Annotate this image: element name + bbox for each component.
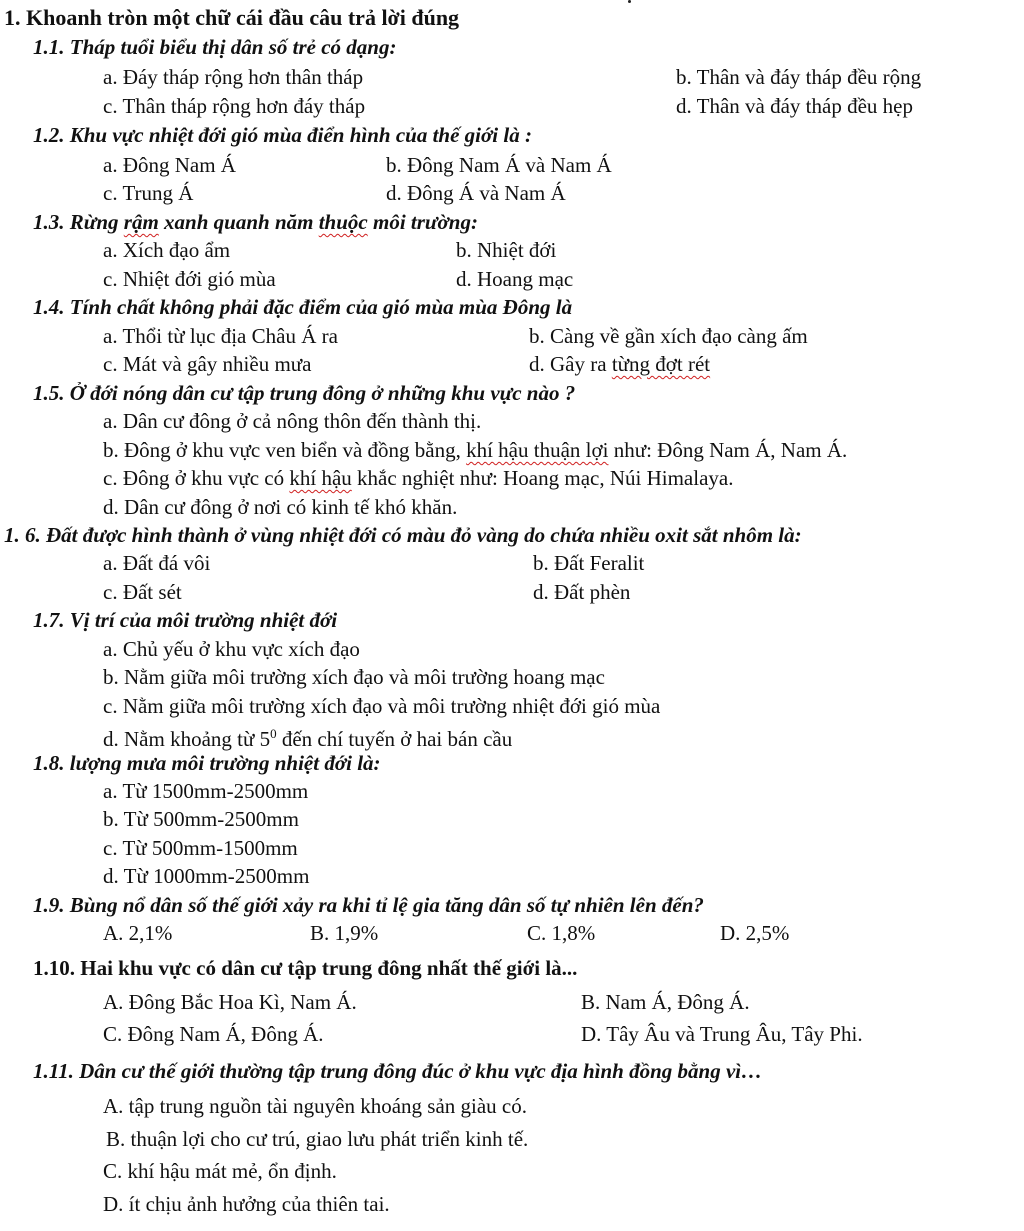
option-1-5-b[interactable]: b. Đông ở khu vực ven biển và đồng bằng, khí hậu thuận lợi như: Đông Nam Á, Nam Á. [103,438,848,462]
option-1-11-b[interactable]: B. thuận lợi cho cư trú, giao lưu phát triển kinh tế. [106,1127,529,1151]
question-1-7: 1.7. Vị trí của môi trường nhiệt đới [33,608,338,632]
option-1-1-d[interactable]: d. Thân và đáy tháp đều hẹp [676,94,913,118]
option-1-8-d[interactable]: d. Từ 1000mm-2500mm [103,864,310,888]
option-1-3-c[interactable]: c. Nhiệt đới gió mùa [103,267,276,291]
option-1-8-b[interactable]: b. Từ 500mm-2500mm [103,807,299,831]
option-1-8-a[interactable]: a. Từ 1500mm-2500mm [103,779,309,803]
option-1-8-c[interactable]: c. Từ 500mm-1500mm [103,836,298,860]
option-1-9-d[interactable]: D. 2,5% [720,921,790,945]
option-1-6-c[interactable]: c. Đất sét [103,580,182,604]
option-1-1-a[interactable]: a. Đáy tháp rộng hơn thân tháp [103,65,364,89]
page-title: 1. Khoanh tròn một chữ cái đầu câu trả lời đúng [4,5,460,30]
option-1-2-d[interactable]: d. Đông Á và Nam Á [386,181,566,205]
option-1-4-d[interactable]: d. Gây ra từng đợt rét [529,352,711,376]
stray-dot [628,0,631,3]
option-1-11-a[interactable]: A. tập trung nguồn tài nguyên khoáng sản giàu có. [103,1094,527,1118]
question-1-11: 1.11. Dân cư thế giới thường tập trung đông đúc ở khu vực địa hình đồng bằng vì… [33,1059,763,1083]
option-1-5-c[interactable]: c. Đông ở khu vực có khí hậu khắc nghiệt như: Hoang mạc, Núi Himalaya. [103,466,734,490]
option-1-6-a[interactable]: a. Đất đá vôi [103,551,211,575]
question-1-5: 1.5. Ở đới nóng dân cư tập trung đông ở những khu vực nào ? [33,381,576,405]
option-1-9-c[interactable]: C. 1,8% [527,921,596,945]
option-1-11-c[interactable]: C. khí hậu mát mẻ, ổn định. [103,1159,337,1183]
option-1-9-a[interactable]: A. 2,1% [103,921,173,945]
option-1-7-c[interactable]: c. Nằm giữa môi trường xích đạo và môi trường nhiệt đới gió mùa [103,694,661,718]
question-1-1: 1.1. Tháp tuổi biểu thị dân số trẻ có dạng: [33,35,397,59]
option-1-3-d[interactable]: d. Hoang mạc [456,267,574,291]
option-1-7-d[interactable]: d. Nằm khoảng từ $5^0$ đến chí tuyến ở hai bán cầu [103,726,513,751]
question-1-8: 1.8. lượng mưa môi trường nhiệt đới là: [33,751,381,775]
option-1-2-a[interactable]: a. Đông Nam Á [103,153,236,177]
option-1-4-b[interactable]: b. Càng về gần xích đạo càng ấm [529,324,808,348]
question-1-4: 1.4. Tính chất không phải đặc điểm của gió mùa mùa Đông là [33,295,573,319]
option-1-6-b[interactable]: b. Đất Feralit [533,551,645,575]
question-1-2: 1.2. Khu vực nhiệt đới gió mùa điển hình của thế giới là : [33,123,532,147]
option-1-10-d[interactable]: D. Tây Âu và Trung Âu, Tây Phi. [581,1022,863,1046]
option-1-3-a[interactable]: a. Xích đạo ẩm [103,238,231,262]
option-1-10-c[interactable]: C. Đông Nam Á, Đông Á. [103,1022,324,1046]
option-1-11-d[interactable]: D. ít chịu ảnh hưởng của thiên tai. [103,1192,390,1216]
question-1-10: 1.10. Hai khu vực có dân cư tập trung đông nhất thế giới là... [33,956,578,980]
option-1-4-a[interactable]: a. Thổi từ lục địa Châu Á ra [103,324,338,348]
option-1-10-b[interactable]: B. Nam Á, Đông Á. [581,990,750,1014]
option-1-10-a[interactable]: A. Đông Bắc Hoa Kì, Nam Á. [103,990,357,1014]
option-1-7-a[interactable]: a. Chủ yếu ở khu vực xích đạo [103,637,360,661]
option-1-2-c[interactable]: c. Trung Á [103,181,194,205]
option-1-6-d[interactable]: d. Đất phèn [533,580,631,604]
question-1-9: 1.9. Bùng nổ dân số thế giới xảy ra khi tỉ lệ gia tăng dân số tự nhiên lên đến? [33,893,704,917]
question-1-3: 1.3. Rừng rậm xanh quanh năm thuộc môi trường: [33,210,478,234]
option-1-5-d[interactable]: d. Dân cư đông ở nơi có kinh tế khó khăn. [103,495,458,519]
option-1-2-b[interactable]: b. Đông Nam Á và Nam Á [386,153,612,177]
option-1-1-b[interactable]: b. Thân và đáy tháp đều rộng [676,65,922,89]
cut-off-next-line [0,1223,1024,1231]
option-1-5-a[interactable]: a. Dân cư đông ở cả nông thôn đến thành thị. [103,409,482,433]
option-1-1-c[interactable]: c. Thân tháp rộng hơn đáy tháp [103,94,366,118]
question-1-6: 1. 6. Đất được hình thành ở vùng nhiệt đới có màu đỏ vàng do chứa nhiều oxit sắt nhôm là: [4,523,802,547]
option-1-4-c[interactable]: c. Mát và gây nhiều mưa [103,352,312,376]
option-1-9-b[interactable]: B. 1,9% [310,921,379,945]
option-1-7-b[interactable]: b. Nằm giữa môi trường xích đạo và môi trường hoang mạc [103,665,605,689]
option-1-3-b[interactable]: b. Nhiệt đới [456,238,557,262]
